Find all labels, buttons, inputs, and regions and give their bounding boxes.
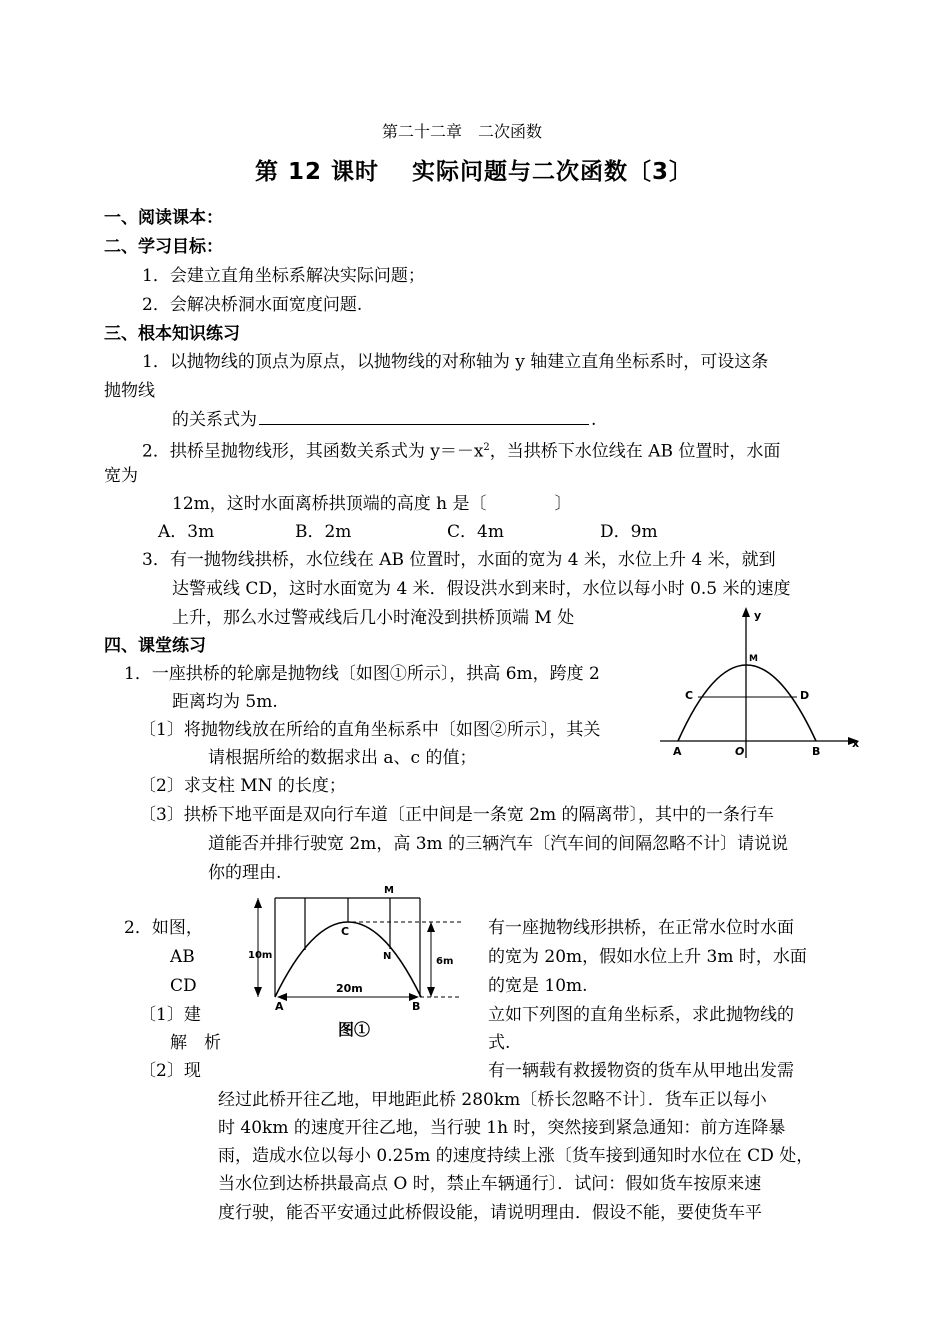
- basic-q1-line3: [172, 408, 596, 432]
- point-a-label: A: [673, 745, 682, 758]
- class-p1-sub1-line2: 请根据所给的数据求出 a、c 的值；: [208, 748, 477, 768]
- option-c: C．4m: [447, 522, 504, 542]
- basic-q3-line1: 3．有一抛物线拱桥，水位线在 AB 位置时，水面的宽为 4 米，水位上升 4 米，就到: [142, 550, 776, 570]
- class-p2-left4: 〔1〕建: [139, 1005, 201, 1025]
- basic-q2-line3: 12m，这时水面离桥拱顶端的高度 h 是〔 〕: [172, 494, 572, 514]
- height-10m-label: 10m: [248, 950, 273, 961]
- point-n-label: N: [383, 951, 392, 962]
- y-axis-label: y: [754, 609, 762, 622]
- class-p2-left6: 〔2〕现: [139, 1061, 201, 1081]
- point-m-label: M: [749, 654, 758, 664]
- point-c-label: C: [685, 689, 694, 702]
- class-p2-body5: 度行驶，能否平安通过此桥假设能，请说明理由．假设不能，要使货车平: [218, 1203, 762, 1223]
- class-p2-left5: 解 析: [170, 1033, 221, 1053]
- class-p1-sub3-line2: 道能否并排行驶宽 2m，高 3m 的三辆汽车〔汽车间的间隔忽略不计〕请说说: [208, 834, 789, 854]
- class-p1-sub3-line1: 〔3〕拱桥下地平面是双向行车道〔正中间是一条宽 2m 的隔离带〕，其中的一条行车: [139, 805, 775, 825]
- section-heading-class: 四、课堂练习: [104, 636, 206, 656]
- basic-q1-period: .: [591, 410, 597, 430]
- class-p2-left2: AB: [170, 947, 195, 967]
- lesson-title: 第 12 课时 实际问题与二次函数〔3〕: [255, 159, 694, 185]
- figure-caption: 图①: [338, 1020, 371, 1039]
- basic-q2-exponent: 2: [483, 442, 490, 453]
- point-a-label: A: [275, 1000, 284, 1013]
- class-p2-right6: 有一辆载有救援物资的货车从甲地出发需: [488, 1061, 794, 1081]
- section-heading-basic: 三、根本知识练习: [104, 324, 240, 344]
- width-20m-label: 20m: [336, 982, 363, 995]
- option-a: A．3m: [158, 522, 215, 542]
- class-p1-sub2: 〔2〕求支柱 MN 的长度；: [139, 776, 346, 796]
- class-p2-body3: 雨，造成水位以每小 0.25m 的速度持续上涨〔货车接到通知时水位在 CD 处，: [218, 1146, 814, 1166]
- point-d-label: D: [800, 689, 810, 702]
- class-p2-right5: 式.: [488, 1033, 511, 1053]
- class-p1-line1: 1．一座拱桥的轮廓是抛物线〔如图①所示〕，拱高 6m，跨度 2: [124, 664, 600, 684]
- basic-q3-line2: 达警戒线 CD，这时水面宽为 4 米．假设洪水到来时，水位以每小时 0.5 米的速度: [172, 579, 791, 599]
- basic-q2-line2: 宽为: [104, 466, 138, 486]
- parabola-coordinate-figure: [660, 605, 870, 765]
- x-axis-label: x: [852, 737, 860, 750]
- goal-item: 1．会建立直角坐标系解决实际问题；: [142, 266, 425, 286]
- class-p2-body1: 经过此桥开往乙地，甲地距此桥 280km〔桥长忽略不计〕．货车正以每小: [218, 1090, 767, 1110]
- class-p2-right4: 立如下列图的直角坐标系，求此抛物线的: [488, 1005, 794, 1025]
- basic-q2-line1: [142, 436, 780, 464]
- class-p2-right2: 的宽为 20m，假如水位上升 3m 时，水面: [488, 947, 807, 967]
- height-6m-label: 6m: [436, 956, 454, 967]
- class-p1-line2: 距离均为 5m.: [172, 692, 278, 712]
- arch-bridge-figure: [240, 880, 490, 1040]
- class-p1-sub3-line3: 你的理由.: [208, 863, 282, 883]
- point-c-label: C: [341, 925, 350, 938]
- class-p2-body4: 当水位到达桥拱最高点 O 时，禁止车辆通行〕．试问：假如货车按原来速: [218, 1174, 762, 1194]
- section-heading-goals: 二、学习目标：: [104, 237, 223, 257]
- class-p2-right3: 的宽是 10m.: [488, 976, 588, 996]
- basic-q2-text-a: 2．拱桥呈抛物线形，其函数关系式为 y＝－x: [142, 441, 484, 462]
- point-m-label: M: [384, 885, 394, 896]
- option-b: B．2m: [295, 522, 352, 542]
- option-d: D．9m: [600, 522, 658, 542]
- point-b-label: B: [412, 1000, 421, 1013]
- basic-q1-prefix: 的关系式为: [172, 410, 257, 430]
- basic-q3-line3: 上升，那么水过警戒线后几小时淹没到拱桥顶端 M 处: [172, 608, 575, 628]
- basic-q1-line1: 1．以抛物线的顶点为原点，以抛物线的对称轴为 y 轴建立直角坐标系时，可设这条: [142, 352, 769, 372]
- class-p1-sub1-line1: 〔1〕将抛物线放在所给的直角坐标系中〔如图②所示〕，其关: [139, 720, 601, 740]
- point-o-label: O: [735, 745, 745, 758]
- class-p2-left3: CD: [170, 976, 197, 996]
- class-p2-left1: 2．如图，: [124, 918, 203, 938]
- goal-item: 2．会解决桥洞水面宽度问题.: [142, 295, 363, 315]
- answer-blank[interactable]: [259, 408, 589, 425]
- basic-q2-text-b: ，当拱桥下水位线在 AB 位置时，水面: [489, 441, 781, 462]
- point-b-label: B: [812, 745, 821, 758]
- class-p2-right1: 有一座抛物线形拱桥，在正常水位时水面: [488, 918, 794, 938]
- class-p2-body2: 时 40km 的速度开往乙地，当行驶 1h 时，突然接到紧急通知：前方连降暴: [218, 1118, 786, 1138]
- section-heading-reading: 一、阅读课本：: [104, 208, 223, 228]
- basic-q1-line2: 抛物线: [104, 381, 155, 401]
- chapter-heading: 第二十二章 二次函数: [382, 122, 543, 141]
